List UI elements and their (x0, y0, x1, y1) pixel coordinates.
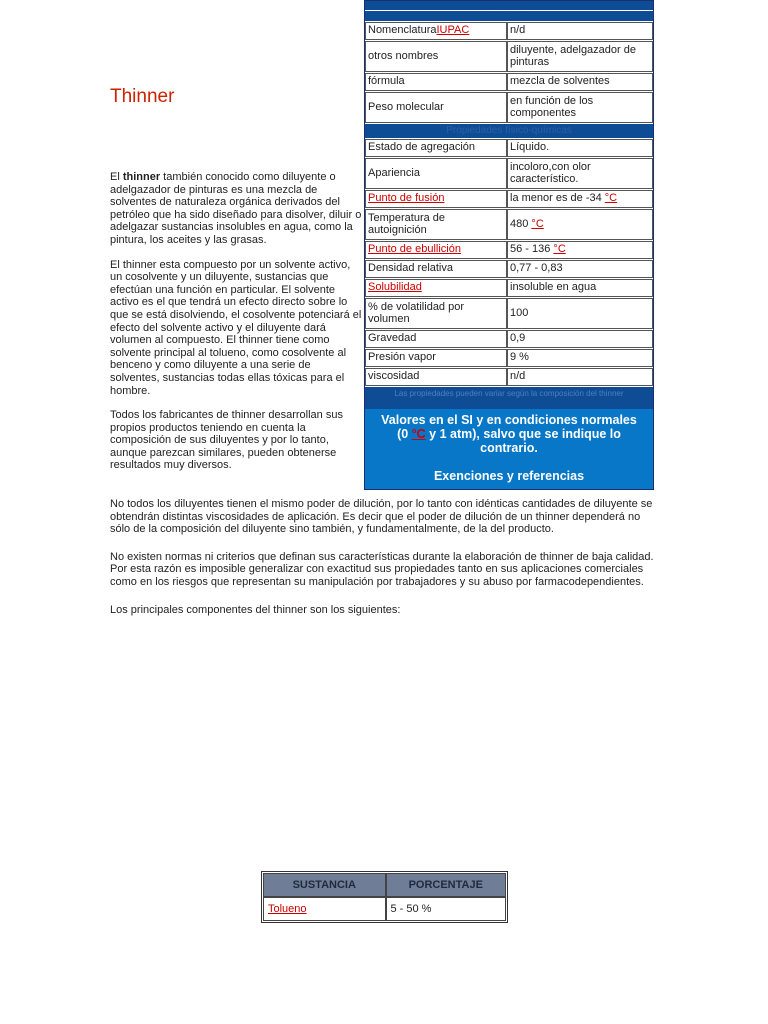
infobox-value: n/d (507, 22, 653, 40)
infobox-row (365, 260, 653, 279)
table-header-row (263, 873, 506, 897)
infobox-key: Nomenclatura IUPAC (365, 22, 507, 40)
infobox-note: Las propiedades pueden variar según la composición del thinner (365, 387, 653, 409)
infobox-value: diluyente, adelgazador de pinturas (507, 41, 653, 72)
infobox-key (365, 241, 507, 259)
infobox-row (365, 279, 653, 298)
infobox-row (365, 209, 653, 241)
infobox-key: % de volatilidad por volumen (365, 298, 507, 329)
infobox-value: incoloro,con olor característico. (507, 158, 653, 189)
paragraph-1: El thinner también conocido como diluyente o adelgazador de pinturas es una mezcla de solventes de naturaleza orgánica derivados del petróleo que ha sido diseñado para disolver, diluir o adelgazar sustancias insolubles en agua, como la pintura, los aceites y las grasas. (110, 171, 362, 246)
infobox-key: Densidad relativa (365, 260, 507, 278)
infobox-value: n/d (507, 368, 653, 386)
table-cell-percentage: 5 - 50 % (386, 897, 507, 921)
infobox-footer (365, 409, 653, 489)
infobox-row (365, 241, 653, 260)
celsius-link[interactable]: °C (553, 243, 566, 256)
paragraph-5: No existen normas ni criterios que definan sus características durante la elaboración de thinner de baja calidad. Por esta razón es imposible generalizar con exactitud sus propiedades tanto en sus aplicaciones comerciales como en los riesgos que representan su manipulación por trabajadores y su abuso por farmacodependientes. (110, 550, 654, 588)
infobox-title: Thinner (365, 1, 653, 11)
infobox-value: 0,9 (507, 330, 653, 348)
infobox-value: la menor es de -34 °C (507, 190, 653, 208)
infobox-row (365, 22, 653, 41)
infobox-key: Apariencia (365, 158, 507, 189)
infobox-value: insoluble en agua (507, 279, 653, 297)
infobox-value: 9 % (507, 349, 653, 367)
infobox-value: 100 (507, 298, 653, 329)
references-link[interactable]: Exenciones y referencias (433, 469, 585, 483)
celsius-link[interactable]: °C (531, 217, 544, 230)
infobox-key-link[interactable]: Punto de ebullición (368, 243, 461, 256)
intro-text (110, 171, 362, 484)
body-text (110, 498, 655, 631)
infobox-row (365, 368, 653, 387)
infobox-key-link[interactable]: IUPAC (436, 24, 470, 37)
infobox-key: Temperatura de autoignición (365, 209, 507, 240)
paragraph-3: Todos los fabricantes de thinner desarrollan sus propios productos teniendo en cuenta la composición de sus diluyentes y por lo tanto, aunque parezcan similares, pueden obtenerse resultados muy diversos. (110, 409, 343, 472)
infobox-key-link[interactable]: Punto de fusión (368, 192, 445, 205)
infobox-section-general: General (365, 11, 653, 22)
infobox-row (365, 73, 653, 92)
components-table (261, 871, 508, 923)
infobox-value: en función de los componentes (507, 92, 653, 123)
infobox-row (365, 92, 653, 124)
infobox-value: 480 °C (507, 209, 653, 240)
paragraph-2: El thinner esta compuesto por un solvente activo, un cosolvente y un diluyente, sustancias que efectúan una función en particular. El solvente activo es el que tendrá un efecto directo sobre lo que se está disolviendo, el cosolvente potenciará el efecto del solvente activo y el diluyente dará volumen al compuesto. El thinner tiene como solvente principal al tolueno, como cosolvente al benceno y como diluyente a una serie de solventes, sustancias todas ellas tóxicas para el hombre. (110, 258, 362, 397)
table-row (263, 897, 506, 921)
infobox-key: otros nombres (365, 41, 507, 72)
infobox-value: Líquido. (507, 139, 653, 157)
infobox-key: Estado de agregación (365, 139, 507, 157)
infobox (364, 0, 654, 490)
infobox-row (365, 349, 653, 368)
infobox-key: viscosidad (365, 368, 507, 386)
infobox-key-link[interactable]: Solubilidad (368, 281, 422, 294)
infobox-row (365, 41, 653, 73)
infobox-row (365, 190, 653, 209)
infobox-key: Presión vapor (365, 349, 507, 367)
celsius-link[interactable]: °C (411, 427, 426, 441)
celsius-link[interactable]: °C (604, 192, 618, 205)
infobox-value: 56 - 136 °C (507, 241, 653, 259)
col-header-percentage: PORCENTAJE (386, 873, 507, 897)
infobox-row (365, 330, 653, 349)
infobox-key (365, 279, 507, 297)
infobox-row (365, 139, 653, 158)
infobox-value: mezcla de solventes (507, 73, 653, 91)
infobox-row (365, 158, 653, 190)
infobox-section-physical: Propiedades físico-químicas (365, 124, 653, 139)
infobox-key: fórmula (365, 73, 507, 91)
infobox-row (365, 298, 653, 330)
page-title: Thinner (110, 86, 175, 107)
infobox-key (365, 190, 507, 208)
paragraph-6: Los principales componentes del thinner son los siguientes: (110, 603, 401, 616)
col-header-substance: SUSTANCIA (263, 873, 386, 897)
infobox-key: Gravedad (365, 330, 507, 348)
infobox-value: 0,77 - 0,83 (507, 260, 653, 278)
tolueno-link[interactable]: Tolueno (268, 903, 307, 915)
infobox-key: Peso molecular (365, 92, 507, 123)
paragraph-4: No todos los diluyentes tienen el mismo poder de dilución, por lo tanto con idénticas cantidades de diluyente se obtendrán distintas viscosidades de aplicación. Es decir que el poder de dilución de un thinner dependerá no sólo de la composición del diluyente sino también, y fundamentalmente, de la del producto. (110, 498, 653, 536)
si-conditions: Valores en el SI y en condiciones normales (0 °C y 1 atm), salvo que se indique lo contrario. (381, 413, 637, 455)
